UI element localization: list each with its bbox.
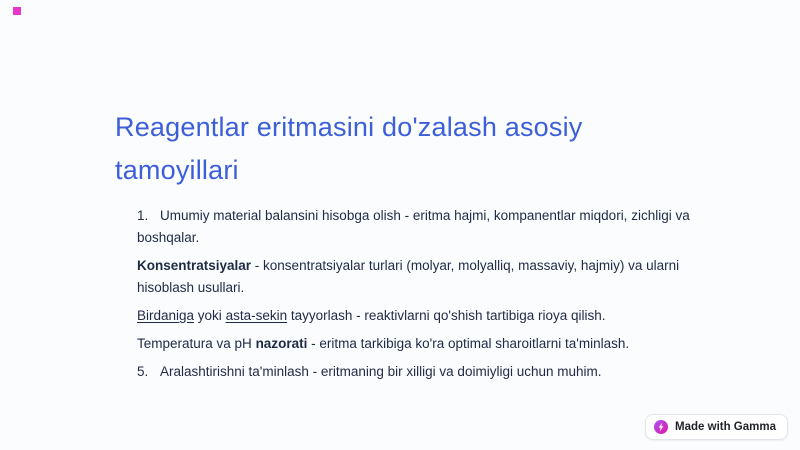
content-list	[137, 205, 717, 389]
text-segment: Temperatura va pH	[137, 336, 256, 351]
text-segment: Aralashtirishni ta'minlash - eritmaning bir xilligi va doimiyligi uchun muhim.	[160, 364, 602, 379]
text-segment: nazorati	[255, 336, 308, 351]
made-with-gamma-badge[interactable]	[645, 414, 788, 440]
text-segment: yoki	[194, 308, 226, 323]
item-number: 1.	[137, 208, 149, 223]
badge-label: Made with Gamma	[675, 421, 776, 433]
text-segment: Konsentratsiyalar	[137, 258, 252, 273]
accent-square	[13, 7, 21, 15]
gamma-logo-icon	[654, 420, 668, 434]
item-number: 5.	[137, 364, 149, 379]
list-item	[137, 333, 717, 355]
text-segment: Birdaniga	[137, 308, 195, 323]
list-item	[137, 361, 717, 383]
text-segment: asta-sekin	[225, 308, 288, 323]
text-segment: Umumiy material balansini hisobga olish - eritma hajmi, kompanentlar miqdori, zichligi va boshqalar.	[137, 208, 690, 245]
page-title: Reagentlar eritmasini do'zalash asosiy tamoyillari	[115, 112, 583, 185]
text-segment: - konsentratsiyalar turlari (molyar, molyalliq, massaviy, hajmiy) va ularni hisoblash usullari.	[137, 258, 680, 295]
list-item	[137, 255, 717, 299]
list-item	[137, 305, 717, 327]
text-segment: tayyorlash - reaktivlarni qo'shish tartibiga rioya qilish.	[287, 308, 606, 323]
text-segment: - eritma tarkibiga ko'ra optimal sharoitlarni ta'minlash.	[307, 336, 630, 351]
list-item	[137, 205, 717, 249]
